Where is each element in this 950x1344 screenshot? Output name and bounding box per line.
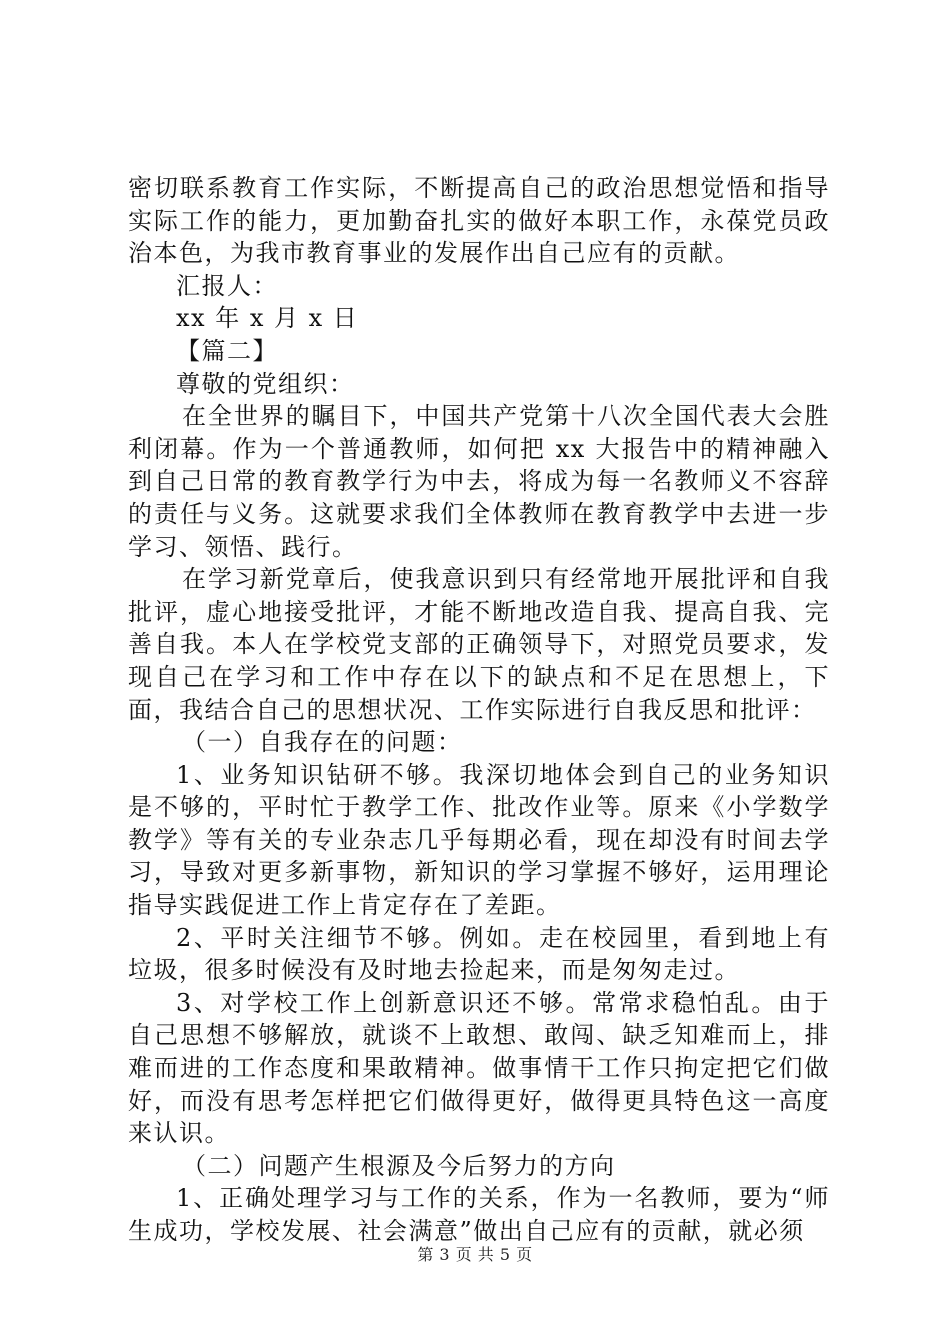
direction-item-1: 1、正确处理学习与工作的关系，作为一名教师，要为“师生成功，学校发展、社会满意”做出自己应有的贡献，就必须: [128, 1184, 830, 1245]
paragraph-self-criticism: 在学习新党章后，使我意识到只有经常地开展批评和自我批评，虚心地接受批评，才能不断地改造自我、提高自我、完善自我。本人在学校党支部的正确领导下，对照党员要求，发现自己在学习和工作中存在以下的缺点和不足在思想上，下面，我结合自己的思想状况、工作实际进行自我反思和批评：: [128, 565, 830, 724]
subheading-existing-problems: （一）自我存在的问题：: [182, 728, 463, 757]
subheading-root-causes: （二）问题产生根源及今后努力的方向: [182, 1151, 616, 1180]
paragraph-congress: 在全世界的瞩目下，中国共产党第十八次全国代表大会胜利闭幕。作为一个普通教师，如何把 xx 大报告中的精神融入到自己日常的教育教学行为中去，将成为每一名教师义不容辞的责任与义务。这就要求我们全体教师在教育教学中去进一步学习、领悟、践行。: [128, 402, 830, 561]
problem-item-2: 2、平时关注细节不够。例如。走在校园里，看到地上有垃圾，很多时候没有及时地去捡起来，而是匆匆走过。: [128, 923, 830, 985]
report-date: xx 年 x 月 x 日: [176, 304, 359, 333]
document-body: [128, 172, 830, 1248]
problem-item-3: 3、对学校工作上创新意识还不够。常常求稳怕乱。由于自己思想不够解放，就谈不上敢想、敢闯、缺乏知难而上，排难而进的工作态度和果敢精神。做事情干工作只拘定把它们做好，而没有思考怎样把它们做得更好，做得更具特色这一高度来认识。: [128, 988, 830, 1148]
page-footer: 第 3 页 共 5 页: [417, 1245, 533, 1264]
section-heading-part-two: 【篇二】: [176, 336, 278, 365]
reporter-label: 汇报人：: [176, 271, 278, 300]
salutation: 尊敬的党组织：: [176, 369, 355, 398]
problem-item-1: 1、业务知识钻研不够。我深切地体会到自己的业务知识是不够的，平时忙于教学工作、批改作业等。原来《小学数学教学》等有关的专业杂志几乎每期必看，现在却没有时间去学习，导致对更多新事物，新知识的学习掌握不够好，运用理论指导实践促进工作上肯定存在了差距。: [128, 760, 830, 920]
paragraph-closing-continuation: 密切联系教育工作实际，不断提高自己的政治思想觉悟和指导实际工作的能力，更加勤奋扎实的做好本职工作，永葆党员政治本色，为我市教育事业的发展作出自己应有的贡献。: [128, 174, 830, 268]
